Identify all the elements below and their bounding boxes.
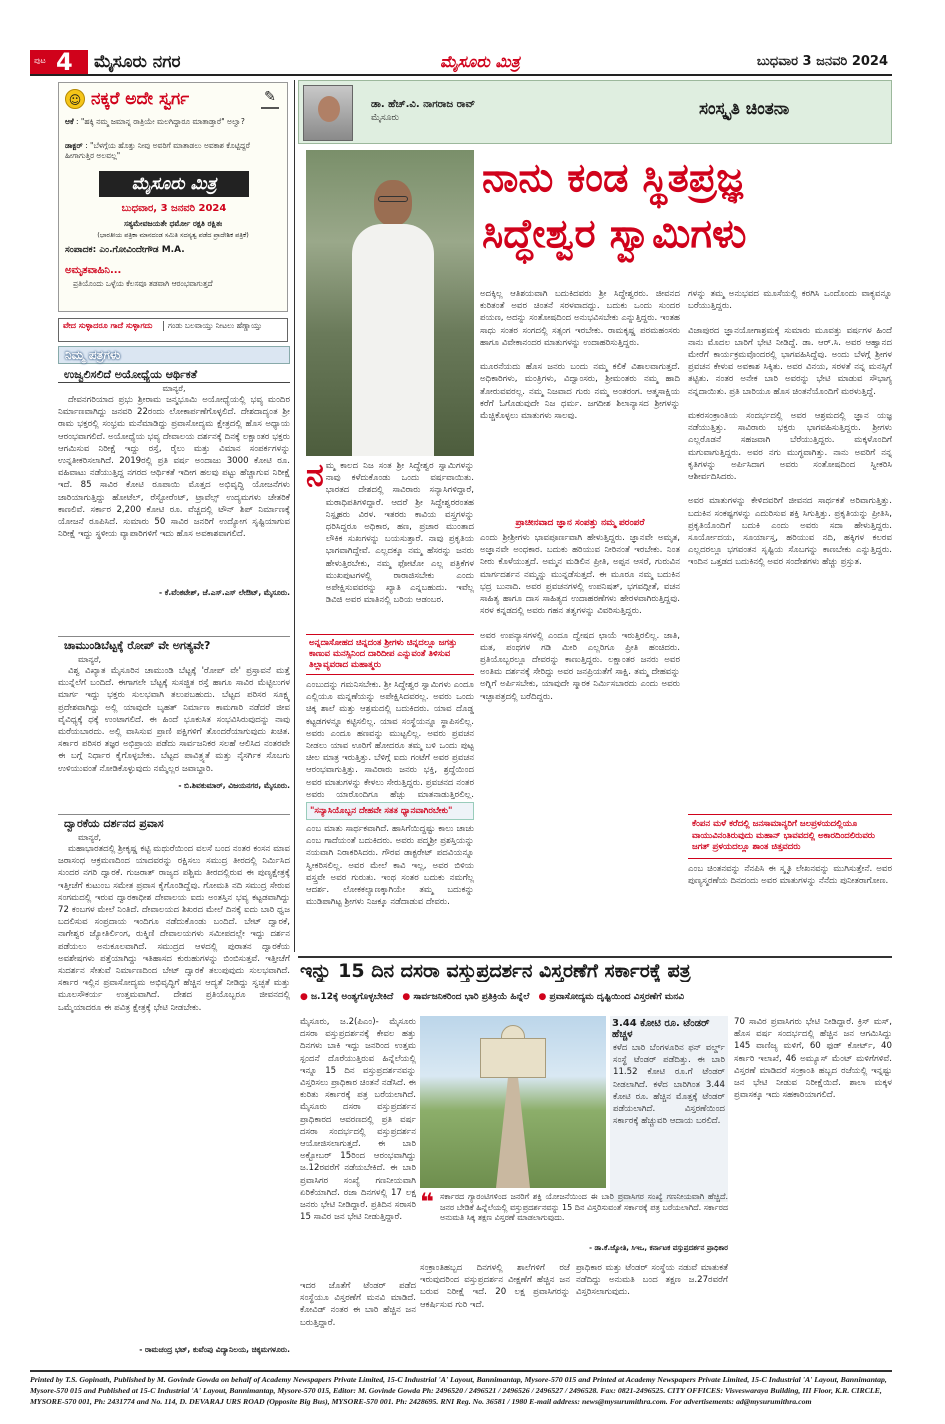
feature-col-1-text-2: ಎಂಬುದನ್ನು ಗಮನಿಸಬೇಕು. ಶ್ರೀ ಸಿದ್ಧೇಶ್ವರ ಸ್ವಾಮಿಗಳು ಎಂದೂ ಎಲ್ಲಿಯೂ ಮನ್ನಣೆಯನ್ನು ಅಪೇಕ್ಷಿಸಿದವರಲ್ಲ. ಅವರು ಒಂದು ಚಿಕ್ಕ ಶಾಲೆ ಮತ್ತು ಆಶ್ರಮದಲ್ಲಿ ಬದುಕಿದರು. ಯಾವ ದೊಡ್ಡ ಕಟ್ಟಡಗಳನ್ನೂ ಕಟ್ಟಿಸಲಿಲ್ಲ. ಯಾವ ಸಂಸ್ಥೆಯನ್ನೂ ಸ್ಥಾಪಿಸಲಿಲ್ಲ. ಅವರು ಎಂದೂ ಹಣವನ್ನು ಮುಟ್ಟಲಿಲ್ಲ. ಅವರು ಪ್ರವಚನ ನೀಡಲು ಯಾವ ಊರಿಗೆ ಹೋದರೂ ತಮ್ಮ ಬಳಿ ಒಂದು ಪುಟ್ಟ ಚೀಲ ಮಾತ್ರ ಇರುತ್ತಿತ್ತು. ಬೆಳಿಗ್ಗೆ ಐದು ಗಂಟೆಗೆ ಅವರ ಪ್ರವಚನ ಆರಂಭವಾಗುತ್ತಿತ್ತು. ಸಾವಿರಾರು ಜನರು ಭಕ್ತಿ, ಶ್ರದ್ಧೆಯಿಂದ ಅವರ ಮಾತುಗಳನ್ನು ಕೇಳಲು ಸೇರುತ್ತಿದ್ದರು. ಪ್ರವಚನದ ನಂತರ ಅವರು ಯಾರೊಂದಿಗೂ ಹೆಚ್ಚು ಮಾತನಾಡುತ್ತಿರಲಿಲ್ಲ. <box>306 680 474 799</box>
section-title: ಮೈಸೂರು ನಗರ <box>94 52 181 72</box>
photo-robe <box>352 224 434 456</box>
masthead-date: ಬುಧವಾರ, 3 ಜನವರಿ 2024 <box>121 203 227 214</box>
humor-line-2: ಡಾಕ್ಟರ್ : "ಬೆಳಗ್ಗೆಯ ಹೊತ್ತು ನೀವು ಅವರಿಗೆ ಮಾತಾಡಲು ಅವಕಾಶ ಕೊಟ್ಟಿದ್ದರೆ ಹೀಗಾಗುತ್ತಿರ ಅಲವಲ್ಲ" <box>65 141 250 160</box>
humor-who-2: ಡಾಕ್ಟರ್ <box>65 141 83 150</box>
editor-label: ಸಂಪಾದಕ: <box>65 245 97 255</box>
motto: ಸತ್ಯಮೇವಜಯತೇ ಧರ್ಮೋ ರಕ್ಷತಿ ರಕ್ಷಿತಃ <box>123 219 223 228</box>
page-number: 4 <box>56 48 73 76</box>
quote-title: ಅಮೃತವಾಹಿನಿ... <box>65 265 122 276</box>
column-divider <box>294 80 295 952</box>
letter-3 <box>58 814 290 1374</box>
feature-col-3-pullquote: ಕೆಂಪನ ಮಳೆ ಕರೆದಲ್ಲಿ ಜನಸಾಮಾನ್ಯರಿಗೆ ಜಲಪ್ರಳಯದಲ್ಲಿಯೂ ವಾಯುವಿನಂತಿರುವುದು ಮಹಾನ್ ಭಾವವದಲ್ಲಿ ಅಕಾರದಿಂದಲಿರುವರು ಜಗತ್ ಪ್ರಳಯದಲ್ಲೂ ಶಾಂತ ಚಿತ್ತವದರು <box>688 814 892 859</box>
feature-headline <box>482 150 888 282</box>
dropcap: ನ <box>306 456 324 494</box>
letter-1 <box>58 368 290 630</box>
humor-who-1: ಆಕೆ <box>65 117 74 126</box>
humor-box <box>58 82 288 312</box>
expo-bullets <box>300 992 892 1008</box>
expo-quote-sig: - ಡಾ.ಕೆ.ಜ್ಯೋತಿ, ಸಿಇಒ, ಕರ್ನಾಟಕ ವಸ್ತುಪ್ರದರ್ಶನ ಪ್ರಾಧಿಕಾರ <box>589 1244 728 1252</box>
author-city: ಮೈಸೂರು <box>371 113 399 123</box>
author-face-icon <box>318 96 340 122</box>
expo-bottom-left: ಇದರ ಜೊತೆಗೆ ಟೆಂಡರ್ ಪಡೆದ ಸಂಸ್ಥೆಯೂ ವಿಸ್ತರಣೆಗೆ ಮನವಿ ಮಾಡಿದೆ. ಕೋವಿಡ್ ನಂತರ ಈ ಬಾರಿ ಹೆಚ್ಚಿನ ಜನ ಬರುತ್ತಿದ್ದಾರೆ. <box>300 1281 416 1328</box>
letter-1-signature: - ಕೆ.ವೆಂಕಟೇಶ್, ಜೆ.ಎಸ್.ಎಸ್ ಲೇಔಟ್, ಮೈಸೂರು. <box>159 588 290 597</box>
expo-quote-text: ಸರ್ಕಾರದ ಗ್ಯಾರಂಟಿಗಳಿಂದ ಜನರಿಗೆ ಶಕ್ತಿ ಯೋಜನೆಯಿಂದ ಈ ಬಾರಿ ಪ್ರವಾಸಿಗರ ಸಂಖ್ಯೆ ಗಣನೀಯವಾಗಿ ಹೆಚ್ಚಿದೆ. ಜನರ ಬೇಡಿಕೆ ಹಿನ್ನೆಲೆಯಲ್ಲಿ ವಸ್ತುಪ್ರದರ್ಶನವನ್ನು 15 ದಿನ ವಿಸ್ತರಿಸುವಂತೆ ಸರ್ಕಾರಕ್ಕೆ ಪತ್ರ ಬರೆಯಲಾಗಿದೆ. ಸರ್ಕಾರದ ಅನುಮತಿ ಸಿಕ್ಕ ತಕ್ಷಣ ವಿಸ್ತರಣೆ ಮಾಡಲಾಗುವುದು. <box>440 1192 728 1222</box>
feature-quote-box: "ಸನ್ಯಾಸಿಯೊಬ್ಬನ ದೇಹವೇ ಸತತ ಧ್ಯಾನವಾಗಿರಬೇಕು" <box>306 802 474 820</box>
humor-title: ನಕ್ಕರೆ ಅದೇ ಸ್ವರ್ಗ <box>91 89 190 109</box>
motto-2: (ಭಾರತೀಯ ಪತ್ರಿಕಾ ಮಾನದಂಡ ಸಮಿತಿ ಸದಸ್ಯತ್ವ ಪಡೆದ ಪ್ರಾದೇಶಿಕ ಪತ್ರಿಕೆ) <box>97 231 249 239</box>
expo-quote <box>420 1188 728 1256</box>
expo-top-rule <box>298 956 892 958</box>
feature-col-2-text: ಅದಕ್ಕಿಲ್ಲ ಆತಿಶಯವಾಗಿ ಬದುಕಿದವರು ಶ್ರೀ ಸಿದ್ಧೇಶ್ವರರು. ಜೀವನದ ಕುರಿತಂತೆ ಅವರ ಚಿಂತನೆ ಸರಳವಾದದ್ದು. ಬದುಕು ಒಂದು ಸುಂದರ ಪಯಣ, ಅದನ್ನು ಸಂತೋಷದಿಂದ ಅನುಭವಿಸಬೇಕು ಎನ್ನುತ್ತಿದ್ದರು. ಇಂತಹ ಸಾಧು ಸಂತರ ಸಂಗದಲ್ಲಿ ಸತ್ಸಂಗ ಇರಬೇಕು. ರಾಮಕೃಷ್ಣ ಪರಮಹಂಸರು ಹಾಗೂ ವಿವೇಕಾನಂದರ ಮಾತುಗಳನ್ನು ಉದಾಹರಿಸುತ್ತಿದ್ದರು. ಮೂರನೆಯದು ಹೊಸ ಜನರು ಬಂದು ನಮ್ಮ ಕಲಿಕೆ ವಿಶಾಲವಾಗುತ್ತದೆ. ಅಧಿಕಾರಿಗಳು, ಮಂತ್ರಿಗಳು, ವಿದ್ವಾಂಸರು, ಶ್ರೀಮಂತರು ನಮ್ಮ ಹಾದಿ ತೋರುವವರಲ್ಲ. ನಮ್ಮ ನಿಜವಾದ ಗುರು ನಮ್ಮ ಅಂತರಂಗ. ಆತ್ಮಸಾಕ್ಷಿಯ ಕರೆಗೆ ಓಗೊಡುವುದೇ ನಿಜ ಧರ್ಮ. ಜಗದೀಶ ಶಿಲಾನ್ಯಾಸದ ಶ್ರೀಗಳನ್ನು ಮೆಚ್ಚಿಕೊಳ್ಳಲು ಮಾತುಗಳು ಸಾಲವು. <box>480 289 680 422</box>
feature-col-1-text: ಮ್ಮ ಕಾಲದ ನಿಜ ಸಂತ ಶ್ರೀ ಸಿದ್ಧೇಶ್ವರ ಸ್ವಾಮಿಗಳನ್ನು ನಾವು ಕಳೆದುಕೊಂಡು ಒಂದು ವರ್ಷವಾಯಿತು. ಭಾರತದ ದೇಶದಲ್ಲಿ ಸಾವಿರಾರು ಸನ್ಯಾಸಿಗಳಿದ್ದಾರೆ, ಮಠಾಧಿಪತಿಗಳಿದ್ದಾರೆ. ಆದರೆ ಶ್ರೀ ಸಿದ್ಧೇಶ್ವರರಂತಹ ನಿಸ್ಪೃಹರು ವಿರಳ. ಇತರರು ಕಾವಿಯ ವಸ್ತ್ರಗಳನ್ನು ಧರಿಸಿದ್ದರೂ ಅಧಿಕಾರ, ಹಣ, ಪ್ರಚಾರ ಮುಂತಾದ ಲೌಕಿಕ ಸುಖಗಳನ್ನು ಬಯಸುತ್ತಾರೆ. ನಾವು ಪ್ರಕೃತಿಯ ಭಾಗವಾಗಿದ್ದೇವೆ. ಎಲ್ಲದಕ್ಕೂ ನಮ್ಮ ಹೆಸರನ್ನು ಜನರು ಹೇಳುತ್ತಿರಬೇಕು, ನಮ್ಮ ಫೋಟೋ ಎಲ್ಲ ಪತ್ರಿಕೆಗಳ ಮುಖಪುಟಗಳಲ್ಲಿ ರಾರಾಜಿಸಬೇಕು ಎಂದು ಅಪೇಕ್ಷಿಸುವವರನ್ನು ಖ್ಯಾತಿ ಎನ್ನಬಹುದು. ಇವೆಲ್ಲ ಡಿವಿಜಿ ಅವರ ಮಾತಿನಲ್ಲಿ ಬರಿಯ ಆಡಂಬರ. <box>325 461 474 606</box>
editor-name: ಎಂ.ಗೋವಿಂದೇಗೌಡ M.A. <box>99 245 185 255</box>
author-name: ಡಾ. ಹೆಚ್.ವಿ. ನಾಗರಾಜ ರಾವ್ <box>371 99 476 110</box>
bullet-icon-2: ● <box>402 992 411 1002</box>
expo-bottom-mid: ಸಂಕ್ರಾಂತಿಹಬ್ಬದ ದಿನಗಳಲ್ಲಿ ಶಾಲೆಗಳಿಗೆ ರಜೆ ಇರುವುದರಿಂದ ವಸ್ತುಪ್ರದರ್ಶನ ವೀಕ್ಷಣೆಗೆ ಹೆಚ್ಚಿನ ಜನ ಬರುವ ನಿರೀಕ್ಷೆ ಇದೆ. 20 ಲಕ್ಷ ಪ್ರವಾಸಿಗರನ್ನು ಆಕರ್ಷಿಸುವ ಗುರಿ ಇದೆ. <box>420 1263 570 1310</box>
expo-photo <box>420 1016 606 1188</box>
feature-col-2-subhead: ಪ್ರಾಚೀನವಾದ ಜ್ಞಾನ ಸಂಪತ್ತು ನಮ್ಮ ಪರಂಪರೆ <box>515 518 645 528</box>
letter-2-title: ಚಾಮುಂಡಿಬೆಟ್ಟಕ್ಕೆ ರೋಪ್ ವೇ ಅಗತ್ಯವೇ? <box>64 639 211 652</box>
top-header <box>30 50 892 76</box>
tender-box <box>610 1016 728 1202</box>
imprint-rule <box>30 1370 892 1372</box>
feature-col-1 <box>306 456 474 954</box>
proverb-left: ವೇದ ಸುಳ್ಳಾದರೂ ಗಾದೆ ಸುಳ್ಳಾಗದು <box>63 321 153 330</box>
letter-1-body: ದೇವನಗರಿಯಾದ ಪ್ರಭು ಶ್ರೀರಾಮ ಜನ್ಮಭೂಮಿ ಅಯೋಧ್ಯೆಯಲ್ಲಿ ಭವ್ಯ ಮಂದಿರ ನಿರ್ಮಾಣವಾಗಿದ್ದು ಜನವರಿ 22ರಂದು ಲೋಕಾರ್ಪಣೆಗೊಳ್ಳಲಿದೆ. ದೇಶದಾದ್ಯಂತ ಶ್ರೀ ರಾಮ ಭಕ್ತರಲ್ಲಿ ಸಂಭ್ರಮ ಮನೆಮಾಡಿದ್ದು ಪ್ರವಾಸೋದ್ಯಮ ಕ್ಷೇತ್ರದಲ್ಲಿ ಹೊಸ ಅಧ್ಯಾಯ ಆರಂಭವಾಗಲಿದೆ. ಅಯೋಧ್ಯೆಯ ಭವ್ಯ ದೇವಾಲಯ ದರ್ಶನಕ್ಕೆ ದಿನಕ್ಕೆ ಲಕ್ಷಾಂತರ ಭಕ್ತರು ಆಗಮಿಸುವ ನಿರೀಕ್ಷೆ ಇದ್ದು ರಸ್ತೆ, ರೈಲು ಮತ್ತು ವಿಮಾನ ಸಂಪರ್ಕಗಳನ್ನು ಉನ್ನತೀಕರಿಸಲಾಗಿದೆ. 2019ರಲ್ಲಿ ಪ್ರತಿ ವರ್ಷ ಅಂದಾಜು 3000 ಕೋಟಿ ರೂ. ವಹಿವಾಟು ನಡೆಯುತ್ತಿದ್ದ ನಗರದ ಆರ್ಥಿಕತೆ ಇದೀಗ ಹಲವು ಪಟ್ಟು ಹೆಚ್ಚಾಗುವ ನಿರೀಕ್ಷೆ ಇದೆ. 85 ಸಾವಿರ ಕೋಟಿ ರೂಪಾಯಿ ಮೊತ್ತದ ಅಭಿವೃದ್ಧಿ ಯೋಜನೆಗಳು ಜಾರಿಯಾಗುತ್ತಿದ್ದು ಹೋಟೆಲ್, ರೆಸ್ಟೋರೆಂಟ್, ಟ್ರಾವೆಲ್ಸ್ ಉದ್ಯಮಗಳು ಚೇತರಿಕೆ ಕಾಣಲಿವೆ. ಸರ್ಕಾರ 2,200 ಕೋಟಿ ರೂ. ವೆಚ್ಚದಲ್ಲಿ ಟೌನ್ ಶಿಪ್ ನಿರ್ಮಾಣಕ್ಕೆ ಯೋಜನೆ ರೂಪಿಸಿದೆ. ಸುಮಾರು 50 ಸಾವಿರ ಜನರಿಗೆ ಉದ್ಯೋಗ ಸೃಷ್ಟಿಯಾಗುವ ನಿರೀಕ್ಷೆ ಇದ್ದು ಸ್ಥಳೀಯ ವ್ಯಾಪಾರಿಗಳಿಗೆ ಇದು ಹೊಸ ಅವಕಾಶವಾಗಲಿದೆ. <box>58 395 290 540</box>
proverb-right: ಗಂಡು ಬಲವಾಯ್ತು ನೀಟಲು ಹೆಣ್ಣಾಯ್ತು <box>163 321 283 331</box>
expo-bullet-2: ಸಾರ್ವಜನಿಕರಿಂದ ಭಾರಿ ಪ್ರತಿಕ್ರಿಯೆ ಹಿನ್ನೆಲೆ <box>413 992 530 1002</box>
feature-col-2 <box>480 288 680 954</box>
photo-head <box>374 180 412 226</box>
headline-line-1: ನಾನು ಕಂಡ ಸ್ಥಿತಪ್ರಜ್ಞ <box>482 155 743 201</box>
letter-2-signature: - ಬಿ.ಶಿವಕುಮಾರ್, ವಿಜಯನಗರ, ಮೈಸೂರು. <box>178 781 290 790</box>
quote-mark-icon: ❝ <box>420 1188 435 1216</box>
letter-2 <box>58 636 290 808</box>
letter-1-title: ಉಜ್ವಲಿಸಲಿದೆ ಅಯೋಧ್ಯೆಯ ಆರ್ಥಿಕತೆ <box>58 368 290 383</box>
quote-text: ಪ್ರತಿಯೊಂದು ಒಳ್ಳೆಯ ಕೆಲಸವೂ ತಡವಾಗಿ ಆರಂಭವಾಗುತ್ತದೆ <box>73 279 213 288</box>
swamiji-photo <box>306 150 474 456</box>
feature-col-3 <box>688 288 892 954</box>
headline-line-2: ಸಿದ್ಧೇಶ್ವರ ಸ್ವಾಮಿಗಳು <box>482 211 747 257</box>
bullet-icon-3: ● <box>538 992 547 1002</box>
tender-text: ಕಳೆದ ಬಾರಿ ಬೆಂಗಳೂರಿನ ಫನ್ ವರ್ಲ್ಡ್ ಸಂಸ್ಥೆ ಟೆಂಡರ್ ಪಡೆದಿತ್ತು. ಈ ಬಾರಿ 11.52 ಕೋಟಿ ರೂ.ಗೆ ಟೆಂಡರ್ ನೀಡಲಾಗಿದೆ. ಕಳೆದ ಬಾರಿಗಿಂತ 3.44 ಕೋಟಿ ರೂ. ಹೆಚ್ಚಿನ ಮೊತ್ತಕ್ಕೆ ಟೆಂಡರ್ ಪಡೆಯಲಾಗಿದೆ. ವಿಸ್ತರಣೆಯಿಂದ ಸರ್ಕಾರಕ್ಕೆ ಹೆಚ್ಚುವರಿ ಆದಾಯ ಬರಲಿದೆ. <box>613 1043 725 1127</box>
letter-2-salutation: ಮಾನ್ಯರೆ, <box>78 655 102 664</box>
photo-glasses-icon <box>378 196 408 202</box>
letter-3-salutation: ಮಾನ್ಯರೆ, <box>78 833 102 842</box>
humor-text-2: "ಬೆಳಗ್ಗೆಯ ಹೊತ್ತು ನೀವು ಅವರಿಗೆ ಮಾತಾಡಲು ಅವಕಾಶ ಕೊಟ್ಟಿದ್ದರೆ ಹೀಗಾಗುತ್ತಿರ ಅಲವಲ್ಲ" <box>65 141 250 160</box>
photo-figure <box>346 180 436 456</box>
feature-col-1-text-3: ಎಂಬ ಮಾತು ಸಾರ್ಥಕವಾಗಿದೆ. ಹಾಸಿಗೆಯಿದ್ದಷ್ಟು ಕಾಲು ಚಾಚು ಎಂಬ ಗಾದೆಯಂತೆ ಬದುಕಿದರು. ಅವರು ಪದ್ಮಶ್ರೀ ಪ್ರಶಸ್ತಿಯನ್ನು ನಯವಾಗಿ ನಿರಾಕರಿಸಿದರು. ಗೌರವ ಡಾಕ್ಟರೇಟ್ ಪದವಿಯನ್ನೂ ಸ್ವೀಕರಿಸಲಿಲ್ಲ. ಅವರ ಮೇಲೆ ಕಾವಿ ಇಲ್ಲ, ಅವರ ಬಿಳಿಯ ವಸ್ತ್ರವೇ ಅವರ ಗುರುತು. ಇಂಥ ಸಂತರ ಬದುಕು ನಮಗೆಲ್ಲ ಆದರ್ಶ. ಲೋಕಕಲ್ಯಾಣಕ್ಕಾಗಿಯೇ ತಮ್ಮ ಬದುಕನ್ನು ಮುಡಿಪಾಗಿಟ್ಟ ಶ್ರೀಗಳು ನಿಜಕ್ಕೂ ನಡೆದಾಡುವ ದೇವರು. <box>306 824 474 908</box>
header-date: ಬುಧವಾರ 3 ಜನವರಿ 2024 <box>756 54 888 69</box>
feature-pullquote: ಅನ್ನದಾಸೋಹದ ಚಿನ್ನದಂತ ಶ್ರೀಗಳು ಚಿನ್ನದಲ್ಲೂ ಜಗತ್ತು ಕಾಣುವ ಮನಸ್ಸಿನಿಂದ ದಾರಿದೀಪ ಎನ್ನುವಂತೆ ತಿಳಿಸುವ ತಿಲ್ಲಾವ್ಯವರಾದ ಮಹಾತ್ಮರು <box>306 634 474 675</box>
proverb-box <box>58 318 288 342</box>
expo-headline: ಇನ್ನು 15 ದಿನ ದಸರಾ ವಸ್ತುಪ್ರದರ್ಶನ ವಿಸ್ತರಣೆಗೆ ಸರ್ಕಾರಕ್ಕೆ ಪತ್ರ <box>300 960 691 982</box>
humor-text-1: "ಹಕ್ಕಿ ನಮ್ಮ ಜಮಾನ್ನ ರಾತ್ರಿಯೇ ಮಲಗಿದ್ದಾರೂ ಮಾತಾಡ್ತಾರೆ" ಅಲ್ವಾ? <box>80 117 245 126</box>
page-number-badge <box>30 50 88 74</box>
expo-bullet-3: ಪ್ರವಾಸೋದ್ಯಮ ದೃಷ್ಟಿಯಿಂದ ವಿಸ್ತರಣೆಗೆ ಮನವಿ <box>549 992 685 1002</box>
page-label: ಪುಟ <box>34 56 46 65</box>
column-name: ಸಂಸ್ಕೃತಿ ಚಿಂತನಾ <box>699 99 790 119</box>
paper-name: ಮೈಸೂರು ಮಿತ್ರ <box>440 52 520 71</box>
expo-col-1: ಮೈಸೂರು, ಜ.2(ಪಿಎಂ)- ಮೈಸೂರು ದಸರಾ ವಸ್ತುಪ್ರದರ್ಶನಕ್ಕೆ ಕೇವಲ ಹತ್ತು ದಿನಗಳು ಬಾಕಿ ಇದ್ದು ಜನರಿಂದ ಉತ್ತಮ ಸ್ಪಂದನೆ ದೊರೆಯುತ್ತಿರುವ ಹಿನ್ನೆಲೆಯಲ್ಲಿ ಇನ್ನೂ 15 ದಿನ ವಸ್ತುಪ್ರದರ್ಶನವನ್ನು ವಿಸ್ತರಿಸಲು ಪ್ರಾಧಿಕಾರ ಚಿಂತನೆ ನಡೆಸಿದೆ. ಈ ಕುರಿತು ಸರ್ಕಾರಕ್ಕೆ ಪತ್ರ ಬರೆಯಲಾಗಿದೆ. ಮೈಸೂರು ದಸರಾ ವಸ್ತುಪ್ರದರ್ಶನ ಪ್ರಾಧಿಕಾರದ ಆವರಣದಲ್ಲಿ ಪ್ರತಿ ವರ್ಷ ದಸರಾ ಸಂದರ್ಭದಲ್ಲಿ ವಸ್ತುಪ್ರದರ್ಶನ ಆಯೋಜಿಸಲಾಗುತ್ತದೆ. ಈ ಬಾರಿ ಅಕ್ಟೋಬರ್ 15ರಿಂದ ಆರಂಭವಾಗಿದ್ದು ಜ.12ರವರೆಗೆ ನಡೆಯಬೇಕಿದೆ. ಈ ಬಾರಿ ಪ್ರವಾಸಿಗರ ಸಂಖ್ಯೆ ಗಣನೀಯವಾಗಿ ಏರಿಕೆಯಾಗಿದೆ. ರಜಾ ದಿನಗಳಲ್ಲಿ 17 ಲಕ್ಷ ಜನರು ಭೇಟಿ ನೀಡಿದ್ದಾರೆ. ಪ್ರತಿದಿನ ಸರಾಸರಿ 15 ಸಾವಿರ ಜನ ಭೇಟಿ ನೀಡುತ್ತಿದ್ದಾರೆ. <box>300 1017 416 1223</box>
tender-title: 3.44 ಕೋಟಿ ರೂ. ಟೆಂಡರ್ ಹೆಚ್ಚಳ <box>612 1018 710 1040</box>
feature-col-2-text-2: ಎಂದು ಶ್ರೀಶ್ರೀಗಳು ಭಾವಪೂರ್ಣವಾಗಿ ಹೇಳುತ್ತಿದ್ದರು. ಜ್ಞಾನವೇ ಅಮೃತ, ಅಜ್ಞಾನವೇ ಅಂಧಕಾರ. ಬದುಕು ಹರಿಯುವ ನೀರಿನಂತೆ ಇರಬೇಕು. ನಿಂತ ನೀರು ಕೊಳೆಯುತ್ತದೆ. ಅಮ್ಮನ ಮಡಿಲಿನ ಪ್ರೀತಿ, ಅಪ್ಪನ ಆಸರೆ, ಗುರುವಿನ ಮಾರ್ಗದರ್ಶನ ನಮ್ಮನ್ನು ಮುನ್ನಡೆಸುತ್ತದೆ. ಈ ಮೂರೂ ನಮ್ಮ ಬದುಕಿನ ಭದ್ರ ಬುನಾದಿ. ಅವರ ಪ್ರವಚನಗಳಲ್ಲಿ ಉಪನಿಷತ್, ಭಗವದ್ಗೀತೆ, ವಚನ ಸಾಹಿತ್ಯ ಹಾಗೂ ದಾಸ ಸಾಹಿತ್ಯದ ಉದಾಹರಣೆಗಳು ಹೇರಳವಾಗಿರುತ್ತಿದ್ದವು. ಸರಳ ಕನ್ನಡದಲ್ಲಿ ಅವರು ಗಹನ ತತ್ವಗಳನ್ನು ವಿವರಿಸುತ್ತಿದ್ದರು. ಅವರ ಉಪನ್ಯಾಸಗಳಲ್ಲಿ ಎಂದೂ ದ್ವೇಷದ ಛಾಯೆ ಇರುತ್ತಿರಲಿಲ್ಲ. ಜಾತಿ, ಮತ, ಪಂಥಗಳ ಗಡಿ ಮೀರಿ ಎಲ್ಲರಿಗೂ ಪ್ರೀತಿ ಹಂಚಿದರು. ಪ್ರತಿಯೊಬ್ಬರಲ್ಲೂ ದೇವರನ್ನು ಕಾಣುತ್ತಿದ್ದರು. ಲಕ್ಷಾಂತರ ಜನರು ಅವರ ಅಂತಿಮ ದರ್ಶನಕ್ಕೆ ಸೇರಿದ್ದು ಅವರ ಜನಪ್ರಿಯತೆಗೆ ಸಾಕ್ಷಿ. ತಮ್ಮ ದೇಹವನ್ನು ಅಗ್ನಿಗೆ ಅರ್ಪಿಸಬೇಕು, ಯಾವುದೇ ಸ್ಮಾರಕ ನಿರ್ಮಿಸಬಾರದು ಎಂದು ಅವರು ಇಚ್ಛಾಪತ್ರದಲ್ಲಿ ಬರೆದಿದ್ದರು. <box>480 533 680 702</box>
editor-line <box>65 245 281 255</box>
feature-col-3-text: ಗಳನ್ನು ತಮ್ಮ ಅನುಭವದ ಮೂಸೆಯಲ್ಲಿ ಕರಗಿಸಿ ಒಂದೊಂದು ವಾಕ್ಯವನ್ನೂ ಬರೆಯುತ್ತಿದ್ದರು. ವಿಜಾಪುರದ ಜ್ಞಾನಯೋಗಾಶ್ರಮಕ್ಕೆ ಸುಮಾರು ಮೂವತ್ತು ವರ್ಷಗಳ ಹಿಂದೆ ನಾನು ಮೊದಲ ಬಾರಿಗೆ ಭೇಟಿ ನೀಡಿದ್ದೆ. ಡಾ. ಆರ್.ಸಿ. ಅವರ ಆಹ್ವಾನದ ಮೇರೆಗೆ ಕಾರ್ಯಕ್ರಮವೊಂದರಲ್ಲಿ ಭಾಗವಹಿಸಿದ್ದೆವು. ಅಂದು ಬೆಳಗ್ಗೆ ಶ್ರೀಗಳ ಪ್ರವಚನ ಕೇಳುವ ಅವಕಾಶ ಸಿಕ್ಕಿತು. ಅವರ ವಿನಯ, ಸರಳತೆ ನನ್ನ ಮನಸ್ಸಿಗೆ ತಟ್ಟಿತು. ನಂತರ ಅನೇಕ ಬಾರಿ ಅವರನ್ನು ಭೇಟಿ ಮಾಡುವ ಸೌಭಾಗ್ಯ ನನ್ನದಾಯಿತು. ಪ್ರತಿ ಬಾರಿಯೂ ಹೊಸ ಚಿಂತನೆಯೊಂದಿಗೆ ಮರಳುತ್ತಿದ್ದೆ. ಮಕರಸಂಕ್ರಾಂತಿಯ ಸಂದರ್ಭದಲ್ಲಿ ಅವರ ಆಶ್ರಮದಲ್ಲಿ ಜ್ಞಾನ ಯಜ್ಞ ನಡೆಯುತ್ತಿತ್ತು. ಸಾವಿರಾರು ಭಕ್ತರು ಭಾಗವಹಿಸುತ್ತಿದ್ದರು. ಶ್ರೀಗಳು ಎಲ್ಲರೊಡನೆ ಸಹಜವಾಗಿ ಬೆರೆಯುತ್ತಿದ್ದರು. ಮಕ್ಕಳೊಂದಿಗೆ ಮಗುವಾಗುತ್ತಿದ್ದರು. ಅವರ ನಗು ಮುಗ್ಧವಾಗಿತ್ತು. ನಾನು ಅವರಿಗೆ ನನ್ನ ಕೃತಿಗಳನ್ನು ಅರ್ಪಿಸಿದಾಗ ಅವರು ಸಂತೋಷದಿಂದ ಸ್ವೀಕರಿಸಿ ಆಶೀರ್ವದಿಸಿದರು. ಅವರ ಮಾತುಗಳನ್ನು ಕೇಳಿದವರಿಗೆ ಜೀವನದ ಸಾರ್ಥಕತೆ ಅರಿವಾಗುತ್ತಿತ್ತು. ಬದುಕಿನ ಸಂಕಷ್ಟಗಳನ್ನು ಎದುರಿಸುವ ಶಕ್ತಿ ಸಿಗುತ್ತಿತ್ತು. ಪ್ರಕೃತಿಯನ್ನು ಪ್ರೀತಿಸಿ, ಪ್ರಕೃತಿಯೊಂದಿಗೆ ಬದುಕಿ ಎಂದು ಅವರು ಸದಾ ಹೇಳುತ್ತಿದ್ದರು. ಸೂರ್ಯೋದಯ, ಸೂರ್ಯಾಸ್ತ, ಹರಿಯುವ ನದಿ, ಹಕ್ಕಿಗಳ ಕಲರವ ಎಲ್ಲದರಲ್ಲೂ ಭಗವಂತನ ಸೃಷ್ಟಿಯ ಸೊಬಗನ್ನು ಕಾಣಬೇಕು ಎನ್ನುತ್ತಿದ್ದರು. ಇಂದಿನ ಒತ್ತಡದ ಬದುಕಿನಲ್ಲಿ ಅವರ ಸಂದೇಶಗಳು ಹೆಚ್ಚು ಪ್ರಸ್ತುತ. <box>688 289 892 568</box>
expo-right-col: 70 ಸಾವಿರ ಪ್ರವಾಸಿಗರು ಭೇಟಿ ನೀಡಿದ್ದಾರೆ. ಕ್ರಿಸ್ ಮಸ್, ಹೊಸ ವರ್ಷ ಸಂದರ್ಭದಲ್ಲಿ ಹೆಚ್ಚಿನ ಜನ ಆಗಮಿಸಿದ್ದು 145 ವಾಣಿಜ್ಯ ಮಳಿಗೆ, 60 ಫುಡ್ ಕೋರ್ಟ್, 40 ಸರ್ಕಾರಿ ಇಲಾಖೆ, 46 ಅಮ್ಯೂಸ್ ಮೆಂಟ್ ಮಳಿಗೆಗಳಿವೆ. ವಿಸ್ತರಣೆ ಮಾಡಿದರೆ ಸಂಕ್ರಾಂತಿ ಹಬ್ಬದ ರಜೆಯಲ್ಲಿ ಇನ್ನಷ್ಟು ಜನ ಭೇಟಿ ನೀಡುವ ನಿರೀಕ್ಷೆಯಿದೆ. ಶಾಲಾ ಮಕ್ಕಳ ಪ್ರವಾಸಕ್ಕೂ ಇದು ಸಹಕಾರಿಯಾಗಲಿದೆ. <box>734 1017 892 1101</box>
imprint: Printed by T.S. Gopinath, Published by M. Govinde Gowda on behalf of Academy Newspapers Private Limited, 15-C Industrial 'A' Layout, Bannimantap, Mysore-570 015 and Printed at Academy Newspapers Private Limited, 15-C Industrial 'A' Layout, Bannimantap, Mysore-570 015 and Published at 15-C Industrial 'A' Layout, Bannimantap, Mysore-570 015, Editor: M. Govinde Gowda Ph: 2496520 / 2496521 / 2496526 / 2496527 / 2496528. Fax: 0821-2496525. CITY OFFICES: Visveswaraya Building, III Floor, K.R. CIRCLE, MYSORE-570 001, Ph: 2431774 and No. 114, D. DEVARAJ URS ROAD (Opposite Big Bus), MYSORE-570 001. Ph: 2428695. RNI Reg. No. 36581 / 1980 E-mail address: news@mysurumithra.com. For advertisements: ad@mysurumithra.com <box>30 1375 887 1406</box>
expo-bottom-right: ಪ್ರಾಧಿಕಾರ ಮತ್ತು ಟೆಂಡರ್ ಸಂಸ್ಥೆಯ ನಡುವೆ ಮಾತುಕತೆ ನಡೆದಿದ್ದು ಅನುಮತಿ ಬಂದ ತಕ್ಷಣ ಜ.27ರವರೆಗೆ ವಿಸ್ತರಿಸಲಾಗುವುದು. <box>576 1263 728 1298</box>
humor-line-1: ಆಕೆ : "ಹಕ್ಕಿ ನಮ್ಮ ಜಮಾನ್ನ ರಾತ್ರಿಯೇ ಮಲಗಿದ್ದಾರೂ ಮಾತಾಡ್ತಾರೆ" ಅಲ್ವಾ? <box>65 117 245 126</box>
letter-3-body: ಮಹಾಭಾರತದಲ್ಲಿ ಶ್ರೀಕೃಷ್ಣ ಕಟ್ಟಿ ಮಥುರೆಯಿಂದ ವಲಸೆ ಬಂದ ನಂತರ ಕಂಸನ ಮಾವ ಜರಾಸಂಧ ಆಕ್ರಮಣದಿಂದ ಯಾದವರನ್ನು ರಕ್ಷಿಸಲು ಸಮುದ್ರ ತೀರದಲ್ಲಿ ನಿರ್ಮಿಸಿದ ಸುಂದರ ನಗರಿ ದ್ವಾರಕೆ. ಗುಜರಾತ್ ರಾಜ್ಯದ ಪಶ್ಚಿಮ ತೀರದಲ್ಲಿರುವ ಈ ಪುಣ್ಯಕ್ಷೇತ್ರಕ್ಕೆ ಇತ್ತೀಚೆಗೆ ಕುಟುಂಬ ಸಮೇತ ಪ್ರವಾಸ ಕೈಗೊಂಡಿದ್ದೆವು. ಗೋಮತಿ ನದಿ ಸಮುದ್ರ ಸೇರುವ ಸಂಗಮದಲ್ಲಿ ಇರುವ ದ್ವಾರಕಾಧೀಶ ದೇವಾಲಯ ಐದು ಅಂತಸ್ತಿನ ಭವ್ಯ ಕಟ್ಟಡವಾಗಿದ್ದು 72 ಕಂಬಗಳ ಮೇಲೆ ನಿಂತಿದೆ. ದೇವಾಲಯದ ಶಿಖರದ ಮೇಲೆ ದಿನಕ್ಕೆ ಐದು ಬಾರಿ ಧ್ವಜ ಬದಲಿಸುವ ಸಂಪ್ರದಾಯ ಇಂದಿಗೂ ನಡೆದುಕೊಂಡು ಬಂದಿದೆ. ಬೇಟ್ ದ್ವಾರಕೆ, ನಾಗೇಶ್ವರ ಜ್ಯೋತಿರ್ಲಿಂಗ, ರುಕ್ಮಿಣಿ ದೇವಾಲಯಗಳು ಸಮೀಪದಲ್ಲೇ ಇದ್ದು ದರ್ಶನ ಪಡೆಯಲು ಅನುಕೂಲವಾಗಿದೆ. ಸಮುದ್ರದ ಆಳದಲ್ಲಿ ಪುರಾತನ ದ್ವಾರಕೆಯ ಅವಶೇಷಗಳು ಪತ್ತೆಯಾಗಿದ್ದು ಇತಿಹಾಸದ ಕುರುಹುಗಳನ್ನು ಬಿಂಬಿಸುತ್ತವೆ. ಇತ್ತೀಚೆಗೆ ಸುದರ್ಶನ ಸೇತುವೆ ನಿರ್ಮಾಣದಿಂದ ಬೇಟ್ ದ್ವಾರಕೆ ತಲುಪುವುದು ಸುಲಭವಾಗಿದೆ. ಸರ್ಕಾರ ಇಲ್ಲಿನ ಪ್ರವಾಸೋದ್ಯಮ ಅಭಿವೃದ್ಧಿಗೆ ಹೆಚ್ಚಿನ ಆದ್ಯತೆ ನೀಡಿದ್ದು ಸ್ವಚ್ಛತೆ ಮತ್ತು ಮೂಲಸೌಕರ್ಯ ಉತ್ತಮವಾಗಿದೆ. ದೇಶದ ಪ್ರತಿಯೊಬ್ಬರೂ ಜೀವನದಲ್ಲಿ ಒಮ್ಮೆಯಾದರೂ ಈ ಪವಿತ್ರ ಕ್ಷೇತ್ರಕ್ಕೆ ಭೇಟಿ ನೀಡಬೇಕು. <box>58 844 290 1013</box>
letter-3-signature: - ರಾಮಚಂದ್ರ ಭಟ್, ಕುವೆಂಪು ವಿದ್ಯಾನಿಲಯ, ಚಿಕ್ಕಮಗಳೂರು. <box>139 1345 290 1354</box>
humor-figure-icon: ✎ <box>261 89 279 109</box>
bullet-icon-1: ● <box>300 992 308 1002</box>
feature-col-3-text-2: ಎಂಬ ಚಿಂತನವನ್ನು ನೆನಪಿಸಿ ಈ ಸ್ಮೃತಿ ಲೇಖನವನ್ನು ಮುಗಿಸುತ್ತೇನೆ. ಅವರ ಪುಣ್ಯಸ್ಮರಣೆಯ ದಿನದಂದು ಅವರ ಮಾತುಗಳನ್ನು ನೆನೆದು ಪುನೀತರಾಗೋಣ. <box>688 863 892 886</box>
letter-2-body: ವಿಶ್ವ ವಿಖ್ಯಾತ ಮೈಸೂರಿನ ಚಾಮುಂಡಿ ಬೆಟ್ಟಕ್ಕೆ 'ರೋಪ್ ವೇ' ಪ್ರಸ್ತಾವನೆ ಮತ್ತೆ ಮುನ್ನೆಲೆಗೆ ಬಂದಿದೆ. ಈಗಾಗಲೇ ಬೆಟ್ಟಕ್ಕೆ ಸುಸಜ್ಜಿತ ರಸ್ತೆ ಹಾಗೂ ಸಾವಿರ ಮೆಟ್ಟಿಲುಗಳ ಮಾರ್ಗ ಇದ್ದು ಭಕ್ತರು ಸುಲಭವಾಗಿ ತಲುಪಬಹುದು. ಬೆಟ್ಟದ ಪರಿಸರ ಸೂಕ್ಷ್ಮ ಪ್ರದೇಶವಾಗಿದ್ದು ಅಲ್ಲಿ ಯಾವುದೇ ಬೃಹತ್ ನಿರ್ಮಾಣ ಕಾಮಗಾರಿ ನಡೆದರೆ ಜೀವ ವೈವಿಧ್ಯಕ್ಕೆ ಧಕ್ಕೆ ಉಂಟಾಗಲಿದೆ. ಈ ಹಿಂದೆ ಭೂಕುಸಿತ ಸಂಭವಿಸಿರುವುದನ್ನು ನಾವು ಮರೆಯಬಾರದು. ಅಲ್ಲಿ ವಾಸಿಸುವ ಪ್ರಾಣಿ ಪಕ್ಷಿಗಳಿಗೆ ತೊಂದರೆಯಾಗುವುದು ಖಚಿತ. ಸರ್ಕಾರ ಪರಿಸರ ತಜ್ಞರ ಅಭಿಪ್ರಾಯ ಪಡೆದು ಸಾರ್ವಜನಿಕರ ಸಲಹೆ ಆಲಿಸಿದ ನಂತರವೇ ಈ ಬಗ್ಗೆ ನಿರ್ಧಾರ ಕೈಗೊಳ್ಳಬೇಕು. ಬೆಟ್ಟದ ಪಾವಿತ್ರ್ಯತೆ ಮತ್ತು ನೈಸರ್ಗಿಕ ಸೊಬಗು ಉಳಿಯುವಂತೆ ನೋಡಿಕೊಳ್ಳುವುದು ನಮ್ಮೆಲ್ಲರ ಜವಾಬ್ದಾರಿ. <box>58 666 290 774</box>
letter-3-title: ದ್ವಾರಕೆಯ ದರ್ಶನದ ಪ್ರವಾಸ <box>64 817 164 830</box>
letters-header-text: ನಿಮ್ಮ ಪತ್ರಗಳು <box>65 348 121 362</box>
expo-dome <box>501 1025 525 1039</box>
letters-header <box>58 346 290 364</box>
expo-bullet-1: ಜ.12ಕ್ಕೆ ಅಂತ್ಯಗೊಳ್ಳಬೇಕಿದೆ <box>311 992 394 1002</box>
expo-path <box>496 1078 530 1188</box>
masthead-logo: ಮೈಸೂರು ಮಿತ್ರ <box>99 171 249 197</box>
author-band <box>298 80 892 144</box>
expo-building-icon <box>480 1038 546 1078</box>
laugh-icon: ☺ <box>65 89 85 109</box>
letter-1-salutation: ಮಾನ್ಯರೆ, <box>162 384 186 393</box>
author-photo <box>303 85 353 141</box>
